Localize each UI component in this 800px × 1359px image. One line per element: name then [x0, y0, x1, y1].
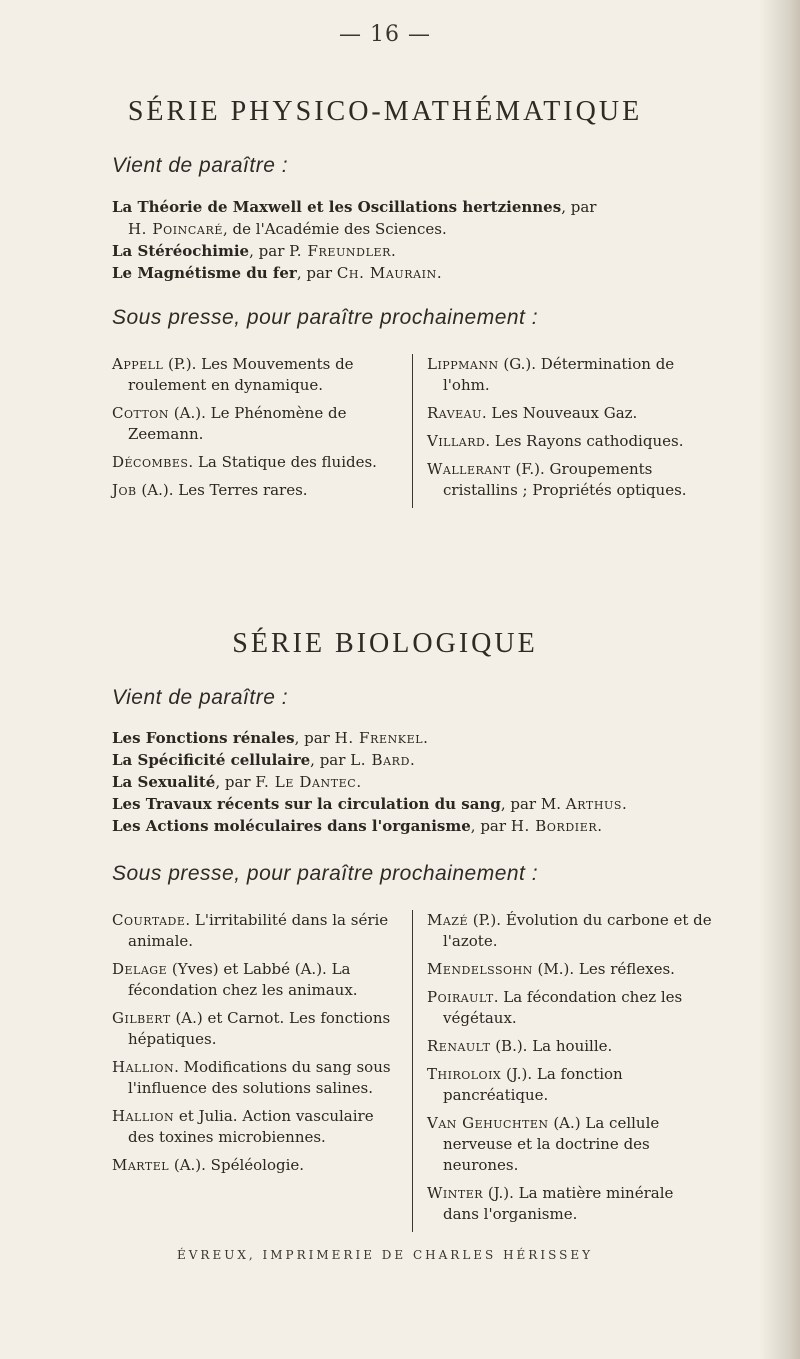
list-item: Appell (P.). Les Mouvements de roulement en dynamique. — [112, 355, 354, 394]
list-item: La Théorie de Maxwell et les Oscillations hertziennes, par H. Poincaré, de l'Académie des Sciences. — [112, 198, 597, 238]
press-columns-bio — [112, 910, 772, 1223]
list-item: Les Travaux récents sur la circulation du sang, par M. Arthus. — [112, 795, 627, 813]
list-item: Le Magnétisme du fer, par Ch. Maurain. — [112, 264, 442, 282]
list-item: Les Fonctions rénales, par H. Frenkel. — [112, 729, 428, 747]
press-column-left — [112, 910, 397, 1183]
press-column-right — [412, 354, 712, 508]
list-item: Les Actions moléculaires dans l'organisme, par H. Bordier. — [112, 817, 603, 835]
list-item: La Stéréochimie, par P. Freundler. — [112, 242, 396, 260]
list-item: Hallion. Modifications du sang sous l'influence des solutions salines. — [112, 1058, 391, 1097]
forthcoming-list-physico — [112, 196, 772, 284]
press-column-left — [112, 354, 397, 508]
series-title-physico: SÉRIE PHYSICO-MATHÉMATIQUE — [127, 96, 643, 127]
list-item: Cotton (A.). Le Phénomène de Zeemann. — [112, 404, 347, 443]
list-item: Poirault. La fécondation chez les végétaux. — [427, 988, 683, 1027]
list-item: Thiroloix (J.). La fonction pancréatique. — [427, 1065, 623, 1104]
list-item: Décombes. La Statique des fluides. — [112, 453, 377, 471]
forthcoming-heading-physico: Vient de paraître : — [112, 154, 289, 177]
press-heading-physico: Sous presse, pour paraître prochainement : — [112, 306, 539, 329]
list-item: La Spécificité cellulaire, par L. Bard. — [112, 751, 415, 769]
list-item: Villard. Les Rayons cathodiques. — [427, 432, 684, 450]
list-item: Winter (J.). La matière minérale dans l'organisme. — [427, 1184, 674, 1223]
press-columns-physico — [112, 354, 772, 499]
list-item: Martel (A.). Spéléologie. — [112, 1156, 305, 1174]
forthcoming-list-bio — [112, 727, 772, 837]
forthcoming-heading-bio: Vient de paraître : — [112, 686, 289, 709]
press-column-right — [412, 910, 712, 1232]
list-item: Raveau. Les Nouveaux Gaz. — [427, 404, 638, 422]
list-item: Lippmann (G.). Détermination de l'ohm. — [427, 355, 675, 394]
list-item: Van Gehuchten (A.) La cellule nerveuse et la doctrine des neurones. — [427, 1114, 660, 1174]
list-item: La Sexualité, par F. Le Dantec. — [112, 773, 362, 791]
list-item: Gilbert (A.) et Carnot. Les fonctions hépatiques. — [112, 1009, 391, 1048]
series-title-bio: SÉRIE BIOLOGIQUE — [232, 628, 538, 659]
page-number: — 16 — — [339, 22, 431, 47]
list-item: Mazé (P.). Évolution du carbone et de l'azote. — [427, 911, 712, 950]
list-item: Courtade. L'irritabilité dans la série animale. — [112, 911, 389, 950]
list-item: Mendelssohn (M.). Les réflexes. — [427, 960, 675, 978]
press-heading-bio: Sous presse, pour paraître prochainement : — [112, 862, 539, 885]
list-item: Delage (Yves) et Labbé (A.). La fécondation chez les animaux. — [112, 960, 358, 999]
list-item: Hallion et Julia. Action vasculaire des toxines microbiennes. — [112, 1107, 374, 1146]
list-item: Renault (B.). La houille. — [427, 1037, 613, 1055]
list-item: Wallerant (F.). Groupements cristallins ; Propriétés optiques. — [427, 460, 687, 499]
printer-imprint: ÉVREUX, IMPRIMERIE DE CHARLES HÉRISSEY — [177, 1248, 593, 1262]
list-item: Job (A.). Les Terres rares. — [112, 481, 308, 499]
